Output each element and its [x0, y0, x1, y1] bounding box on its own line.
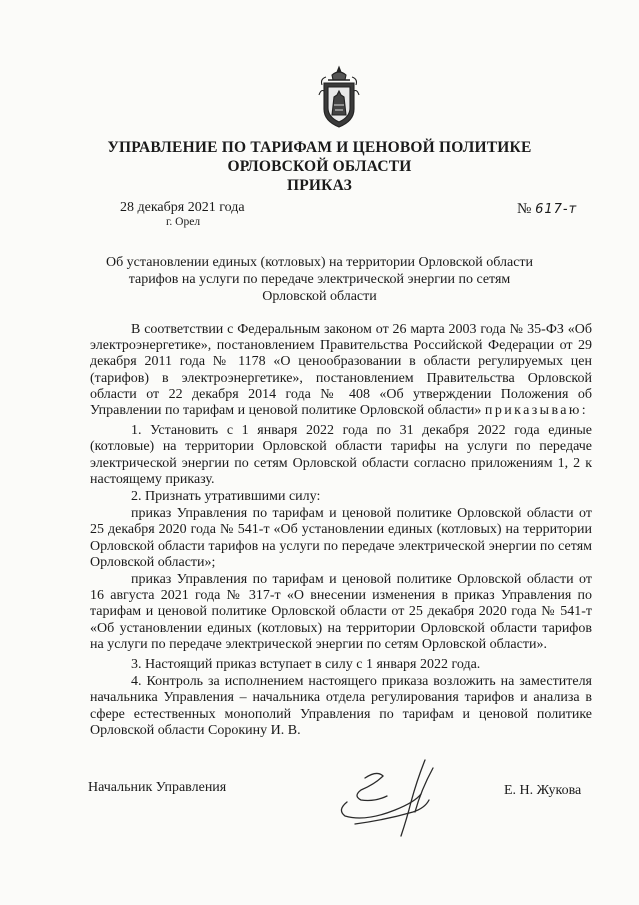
document-type: ПРИКАЗ — [286, 177, 352, 194]
item-4: 4. Контроль за исполнением настоящего приказа возложить на заместителя начальника Управления – начальника отдела регулирования тарифов и анализа в сфере естественных монополий Управления по тарифам и ценовой политике Орловской области Сорокину И. В. — [90, 674, 592, 738]
item-1: 1. Установить с 1 января 2022 года по 31 декабря 2022 года единые (котловые) на территории Орловской области тарифы на услуги по передаче электрической энергии по сетям Орловской области согласно приложениям 1, 2 к настоящему приказу. — [90, 423, 592, 487]
subject-line: тарифов на услуги по передаче электрической энергии по сетям — [128, 272, 511, 287]
item-2b: приказ Управления по тарифам и ценовой политике Орловской области от 16 августа 2021 года № 317-т «О внесении изменения в приказ Управления по тарифам и ценовой политике Орловской области от 25 декабря 2020 года № 541-т «Об установлении единых (котловых) на территории Орловской области тарифов на услуги по передаче электрической энергии по сетям Орловской области». — [90, 572, 592, 652]
document-subject — [90, 254, 549, 305]
preamble-text: В соответствии с Федеральным законом от 26 марта 2003 года № 35-ФЗ «Об электроэнергетике», постановлением Правительства Российской Федерации от 29 декабря 2011 года № 1178 «О ценообразовании в области регулируемых цен (тарифов) в электроэнергетике», постановлением Правительства Орловской области от 22 декабря 2014 года № 408 «Об утверждении Положения об Управлении по тарифам и ценовой политике Орловской области» — [90, 322, 592, 419]
item-3: 3. Настоящий приказ вступает в силу с 1 января 2022 года. — [131, 657, 481, 673]
handwritten-signature-icon — [325, 750, 455, 840]
item-2a: приказ Управления по тарифам и ценовой политике Орловской области от 25 декабря 2020 года № 541-т «Об установлении единых (котловых) на территории Орловской области тарифов на услуги по передаче электрической энергии по сетям Орловской области»; — [90, 506, 592, 570]
preamble-paragraph — [90, 322, 592, 419]
agency-name-line1: УПРАВЛЕНИЕ ПО ТАРИФАМ И ЦЕНОВОЙ ПОЛИТИКЕ — [107, 139, 532, 156]
document-date: 28 декабря 2021 года — [120, 200, 245, 215]
subject-line: Орловской области — [262, 289, 377, 304]
coat-of-arms-icon — [318, 65, 360, 129]
signatory-title: Начальник Управления — [88, 780, 227, 795]
item-2: 2. Признать утратившими силу: — [131, 489, 321, 505]
agency-header — [60, 138, 579, 195]
subject-line: Об установлении единых (котловых) на территории Орловской области — [105, 255, 534, 270]
agency-name-line2: ОРЛОВСКОЙ ОБЛАСТИ — [227, 158, 412, 175]
document-city: г. Орел — [166, 216, 201, 228]
document-body — [90, 322, 592, 739]
handwritten-number: 617-т — [535, 202, 578, 217]
signatory-name: Е. Н. Жукова — [504, 783, 582, 798]
number-sign: № — [517, 201, 532, 217]
order-word: приказываю: — [484, 403, 589, 419]
document-number — [517, 201, 577, 218]
